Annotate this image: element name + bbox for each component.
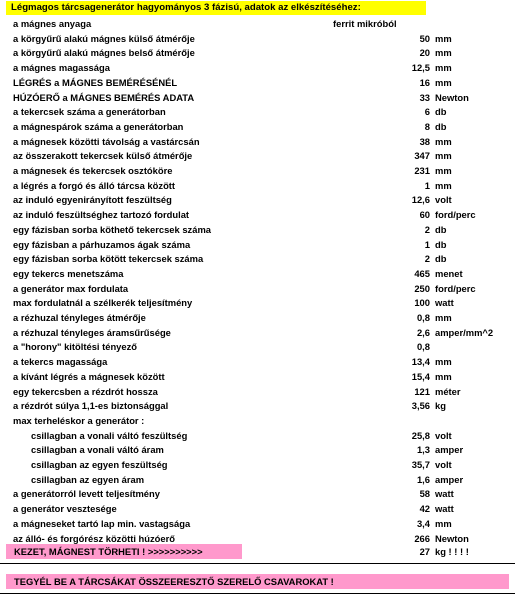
row-unit: watt xyxy=(435,488,454,500)
table-row xyxy=(0,311,515,325)
row-value: 58 xyxy=(419,488,430,500)
row-unit: mm xyxy=(435,47,452,59)
row-value: 60 xyxy=(419,209,430,221)
row-label: LÉGRÉS a MÁGNES BEMÉRÉSÉNÉL xyxy=(13,76,178,88)
row-value: 1,6 xyxy=(416,473,430,485)
row-label: az induló feszültséghez tartozó fordulat xyxy=(13,209,190,221)
row-unit: méter xyxy=(435,385,461,397)
row-value: 231 xyxy=(414,165,430,176)
table-row xyxy=(0,252,515,266)
table-row xyxy=(0,487,515,501)
row-value: 3,56 xyxy=(411,400,430,412)
row-unit: watt xyxy=(435,297,454,309)
row-value: 0,8 xyxy=(416,341,430,353)
table-row xyxy=(0,135,515,149)
table-row xyxy=(0,458,515,472)
row-value: 20 xyxy=(419,47,430,59)
row-label: csillagban a vonali váltó áram xyxy=(31,444,164,456)
row-label: a generátor vesztesége xyxy=(13,503,117,515)
row-unit: volt xyxy=(435,459,452,470)
row-value: 42 xyxy=(419,503,430,515)
row-unit: kg xyxy=(435,400,446,412)
footer-note xyxy=(6,574,509,589)
row-label: egy fázisban sorba kötött tekercsek száma xyxy=(13,253,204,265)
row-value: 2,6 xyxy=(416,326,430,338)
row-label: a tekercs magassága xyxy=(13,356,108,368)
row-value: 0,8 xyxy=(416,312,430,323)
row-unit: db xyxy=(435,223,447,235)
table-row xyxy=(0,517,515,531)
row-value: 1,3 xyxy=(416,444,430,456)
table-row xyxy=(0,502,515,516)
table-row xyxy=(0,370,515,384)
row-unit: ford/perc xyxy=(435,209,476,221)
row-label: max fordulatnál a szélkerék teljesítmény xyxy=(13,297,193,309)
table-row xyxy=(0,340,515,354)
row-unit: mm xyxy=(435,356,452,368)
table-row xyxy=(0,238,515,252)
row-value: 266 xyxy=(414,532,430,544)
row-value: 3,4 xyxy=(416,517,430,529)
table-row xyxy=(0,193,515,207)
row-unit: Newton xyxy=(435,532,469,544)
row-unit: mm xyxy=(435,179,452,191)
row-label: a rézdrót súlya 1,1-es biztonsággal xyxy=(13,400,169,412)
row-value: 465 xyxy=(414,267,430,279)
table-row xyxy=(0,326,515,340)
table-row xyxy=(0,443,515,457)
table-row xyxy=(0,223,515,237)
row-value: 15,4 xyxy=(411,370,430,382)
row-value: 1 xyxy=(424,179,430,191)
row-label: a légrés a forgó és álló tárcsa között xyxy=(13,179,176,191)
row-value: 121 xyxy=(414,385,430,397)
table-row xyxy=(0,61,515,75)
table-row xyxy=(0,76,515,90)
row-label: a mágneseket tartó lap min. vastagsága xyxy=(13,517,191,529)
table-row xyxy=(0,473,515,487)
row-unit: mm xyxy=(435,370,452,382)
row-value: 8 xyxy=(424,120,430,132)
row-unit: db xyxy=(435,120,447,132)
row-label: az összerakott tekercsek külső átmérője xyxy=(13,150,193,162)
row-label: csillagban a vonali váltó feszültség xyxy=(31,429,188,441)
row-unit: db xyxy=(435,238,447,250)
table-title: Légmagos tárcsagenerátor hagyományos 3 fázisú, adatok az elkészítéséhez: xyxy=(6,1,426,15)
table-row xyxy=(0,282,515,296)
row-unit: mm xyxy=(435,32,452,44)
row-unit: amper xyxy=(435,444,464,456)
row-unit: ford/perc xyxy=(435,282,476,294)
table-row xyxy=(0,355,515,369)
row-label: egy tekercsben a rézdrót hossza xyxy=(13,385,158,397)
row-unit: mm xyxy=(435,135,452,147)
row-label: a mágnesek közötti távolság a vastárcsán xyxy=(13,135,200,147)
row-value: 35,7 xyxy=(411,459,430,470)
table-row xyxy=(0,179,515,193)
warning-label: KEZET, MÁGNEST TÖRHETI ! >>>>>>>>>> xyxy=(14,546,203,557)
row-label: a körgyűrű alakú mágnes belső átmérője xyxy=(13,47,195,59)
row-label: a mágnes anyaga xyxy=(13,18,92,29)
row-label: a kívánt légrés a mágnesek között xyxy=(13,370,165,382)
row-unit: mm xyxy=(435,150,452,162)
row-value: 50 xyxy=(419,32,430,44)
row-label: a "horony" kitöltési tényező xyxy=(13,341,138,353)
row-unit: menet xyxy=(435,267,463,279)
row-value: 38 xyxy=(419,135,430,147)
row-value: 33 xyxy=(419,91,430,103)
row-value: 1 xyxy=(424,238,430,250)
row-unit: mm xyxy=(435,517,452,529)
table-divider-top xyxy=(0,563,515,564)
footer-text: TEGYÉL BE A TÁRCSÁKAT ÖSSZEERESZTŐ SZERELŐ CSAVAROKAT ! xyxy=(14,576,334,587)
row-label: a generátorról levett teljesítmény xyxy=(13,488,160,500)
table-row xyxy=(0,91,515,105)
row-label: a mágnesek és tekercsek osztóköre xyxy=(13,165,173,176)
warning-value: 27 xyxy=(419,546,430,557)
row-label: egy tekercs menetszáma xyxy=(13,267,124,279)
row-value: 347 xyxy=(414,150,430,162)
row-unit: mm xyxy=(435,76,452,88)
table-row xyxy=(0,399,515,413)
row-label: az induló egyenirányított feszültség xyxy=(13,194,172,206)
row-unit: db xyxy=(435,106,447,118)
table-row xyxy=(0,149,515,163)
row-label: az álló- és forgórész közötti húzóerő xyxy=(13,532,175,544)
row-unit: mm xyxy=(435,165,452,176)
table-row xyxy=(0,385,515,399)
warning-values xyxy=(0,545,515,559)
row-label: a mágnes magassága xyxy=(13,62,110,74)
row-value: 25,8 xyxy=(411,429,430,441)
row-unit: volt xyxy=(435,194,452,206)
table-divider-bottom xyxy=(0,593,515,594)
table-row xyxy=(0,120,515,134)
row-label: csillagban az egyen áram xyxy=(31,473,145,485)
row-label: max terheléskor a generátor : xyxy=(13,414,145,426)
row-value: 2 xyxy=(424,223,430,235)
row-unit: mm xyxy=(435,312,452,323)
row-label: a körgyűrű alakú mágnes külső átmérője xyxy=(13,32,195,44)
row-label: a generátor max fordulata xyxy=(13,282,129,294)
table-row xyxy=(0,17,515,31)
table-row xyxy=(0,105,515,119)
row-label: a tekercsek száma a generátorban xyxy=(13,106,166,118)
row-label: csillagban az egyen feszültség xyxy=(31,459,168,470)
table-row xyxy=(0,414,515,428)
row-label: egy fázisban a párhuzamos ágak száma xyxy=(13,238,191,250)
table-row xyxy=(0,208,515,222)
row-value: 16 xyxy=(419,76,430,88)
row-label: a rézhuzal tényleges áramsűrűsége xyxy=(13,326,171,338)
row-label: HÚZÓERŐ a MÁGNES BEMÉRÉS ADATA xyxy=(13,91,195,103)
table-row xyxy=(0,46,515,60)
row-value: 2 xyxy=(424,253,430,265)
row-unit: watt xyxy=(435,503,454,515)
row-label: a rézhuzal tényleges átmérője xyxy=(13,312,146,323)
table-row xyxy=(0,164,515,178)
row-unit: db xyxy=(435,253,447,265)
row-label: a mágnespárok száma a generátorban xyxy=(13,120,184,132)
row-unit: amper/mm^2 xyxy=(435,326,494,338)
row-value: 12,6 xyxy=(411,194,430,206)
row-value: ferrit mikróból xyxy=(333,18,397,29)
row-value: 13,4 xyxy=(411,356,430,368)
row-unit: amper xyxy=(435,473,464,485)
table-row xyxy=(0,267,515,281)
row-value: 100 xyxy=(414,297,430,309)
row-label: egy fázisban sorba köthető tekercsek száma xyxy=(13,223,212,235)
row-value: 6 xyxy=(424,106,430,118)
table-row xyxy=(0,296,515,310)
row-value: 250 xyxy=(414,282,430,294)
row-unit: Newton xyxy=(435,91,469,103)
row-unit: mm xyxy=(435,62,452,74)
table-row xyxy=(0,32,515,46)
row-value: 12,5 xyxy=(411,62,430,74)
table-row xyxy=(0,429,515,443)
warning-unit: kg ! ! ! ! xyxy=(435,546,469,557)
row-unit: volt xyxy=(435,429,452,441)
